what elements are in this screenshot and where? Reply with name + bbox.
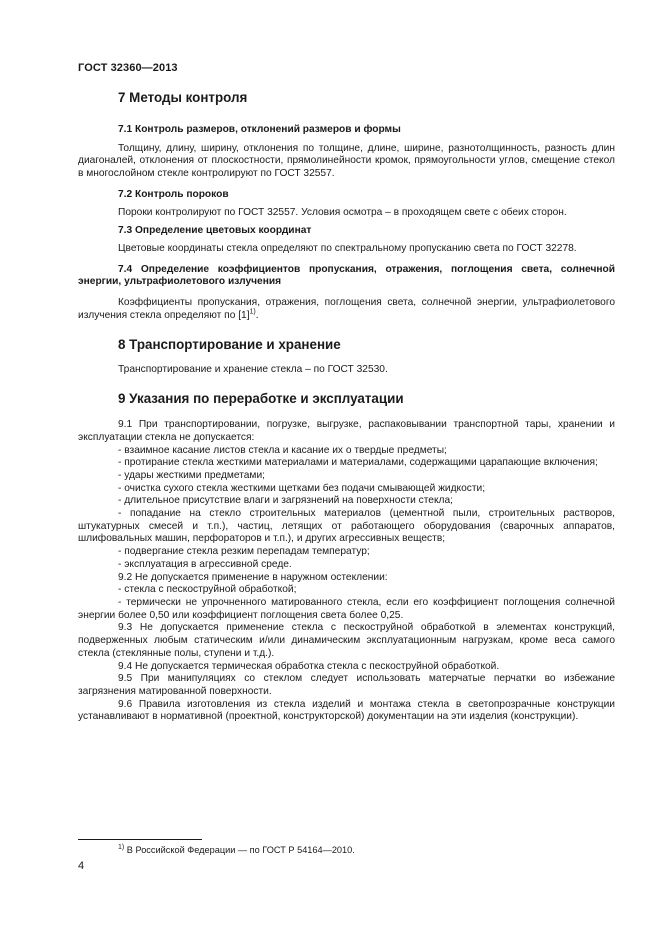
section-8-heading: 8 Транспортирование и хранение xyxy=(118,337,341,353)
section-7-1-text: Толщину, длину, ширину, отклонения по толщине, длине, ширине, разнотолщинность, разность длин диагоналей, отклонения от плоскостности, прямолинейности кромок, прямоугольности углов, смещение стекол в многослойном стекле контролируют по ГОСТ 32557. xyxy=(78,142,615,180)
section-7-heading: 7 Методы контроля xyxy=(118,90,248,105)
list-item: - протирание стекла жесткими материалами и материалами, содержащими царапающие включения; xyxy=(118,457,598,469)
list-item: - попадание на стекло строительных материалов (цементной пыли, строительных растворов, штукатурных смесей и т.п.), частиц, летящих от работающего оборудования (сварочных аппаратов, шлифовальных машин, перфораторов и т.п.), и других агрессивных веществ; xyxy=(78,508,615,545)
section-7-2-text: Пороки контролируют по ГОСТ 32557. Условия осмотра – в проходящем свете с обеих сторон. xyxy=(118,206,567,218)
footnote-divider xyxy=(78,839,202,840)
section-9-5-text: 9.5 При манипуляциях со стеклом следует использовать матерчатые перчатки во избежание загрязнения матированной поверхности. xyxy=(78,673,615,697)
list-item: - термически не упрочненного матированного стекла, если его коэффициент поглощения солнечной энергии более 0,50 или коэффициент поглощения света более 0,25. xyxy=(78,596,615,621)
page-content xyxy=(78,90,615,724)
section-9-1-text: 9.1 При транспортировании, погрузке, выгрузке, распаковывании транспортной тары, хранении и эксплуатации стекла не допускается: xyxy=(78,419,615,443)
section-9-6-text: 9.6 Правила изготовления из стекла изделий и монтажа стекла в светопрозрачные конструкции устанавливают в нормативной (проектной, конструкторской) документации на эти изделия (конструкции). xyxy=(78,698,615,723)
section-7-3-text: Цветовые координаты стекла определяют по спектральному пропусканию света по ГОСТ 32278. xyxy=(118,242,577,254)
list-item: - удары жесткими предметами; xyxy=(118,469,265,481)
section-7-3-heading: 7.3 Определение цветовых координат xyxy=(118,225,312,237)
section-8-text: Транспортирование и хранение стекла – по ГОСТ 32530. xyxy=(118,364,388,376)
footnote-marker: 1) xyxy=(118,843,125,851)
list-item: - стекла с пескоструйной обработкой; xyxy=(118,584,297,596)
page-number: 4 xyxy=(78,860,85,872)
footnote-text: В Российской Федерации — по ГОСТ Р 54164—2010. xyxy=(124,845,355,855)
section-7-1-heading: 7.1 Контроль размеров, отклонений размеров и формы xyxy=(118,124,401,135)
section-7-4-heading: 7.4 Определение коэффициентов пропускания, отражения, поглощения света, солнечной энергии, ультрафиолетового излучения xyxy=(78,263,615,288)
footnote xyxy=(118,845,355,855)
list-item: - эксплуатация в агрессивной среде. xyxy=(118,558,292,570)
list-item: - длительное присутствие влаги и загрязнений на поверхности стекла; xyxy=(118,495,453,507)
section-9-4-text: 9.4 Не допускается термическая обработка стекла с пескоструйной обработкой. xyxy=(118,660,500,672)
list-item: - подвергание стекла резким перепадам температур; xyxy=(118,546,370,558)
list-item: - взаимное касание листов стекла и касание их о твердые предметы; xyxy=(118,444,447,456)
section-9-heading: 9 Указания по переработке и эксплуатации xyxy=(118,391,404,407)
section-7-4-text-body: Коэффициенты пропускания, отражения, поглощения света, солнечной энергии, ультрафиолетового излучения стекла определяют по [1] xyxy=(78,297,615,321)
footnote-reference: 1) xyxy=(249,308,256,316)
section-9-2-text: 9.2 Не допускается применение в наружном остеклении: xyxy=(118,571,388,583)
list-item: - очистка сухого стекла жесткими щетками без подачи смывающей жидкости; xyxy=(118,482,486,494)
document-id-header: ГОСТ 32360—2013 xyxy=(78,62,178,74)
section-7-4-text xyxy=(78,297,615,322)
section-7-2-heading: 7.2 Контроль пороков xyxy=(118,188,229,200)
section-9-3-text: 9.3 Не допускается применение стекла с пескоструйной обработкой в элементах конструкций, подверженных любым статическим и/или динамическим эксплуатационным нагрузкам, кроме веса самого стекла (стеклянные полы, ступени и т.д.). xyxy=(78,622,615,659)
section-7-4-text-end: . xyxy=(255,309,259,321)
